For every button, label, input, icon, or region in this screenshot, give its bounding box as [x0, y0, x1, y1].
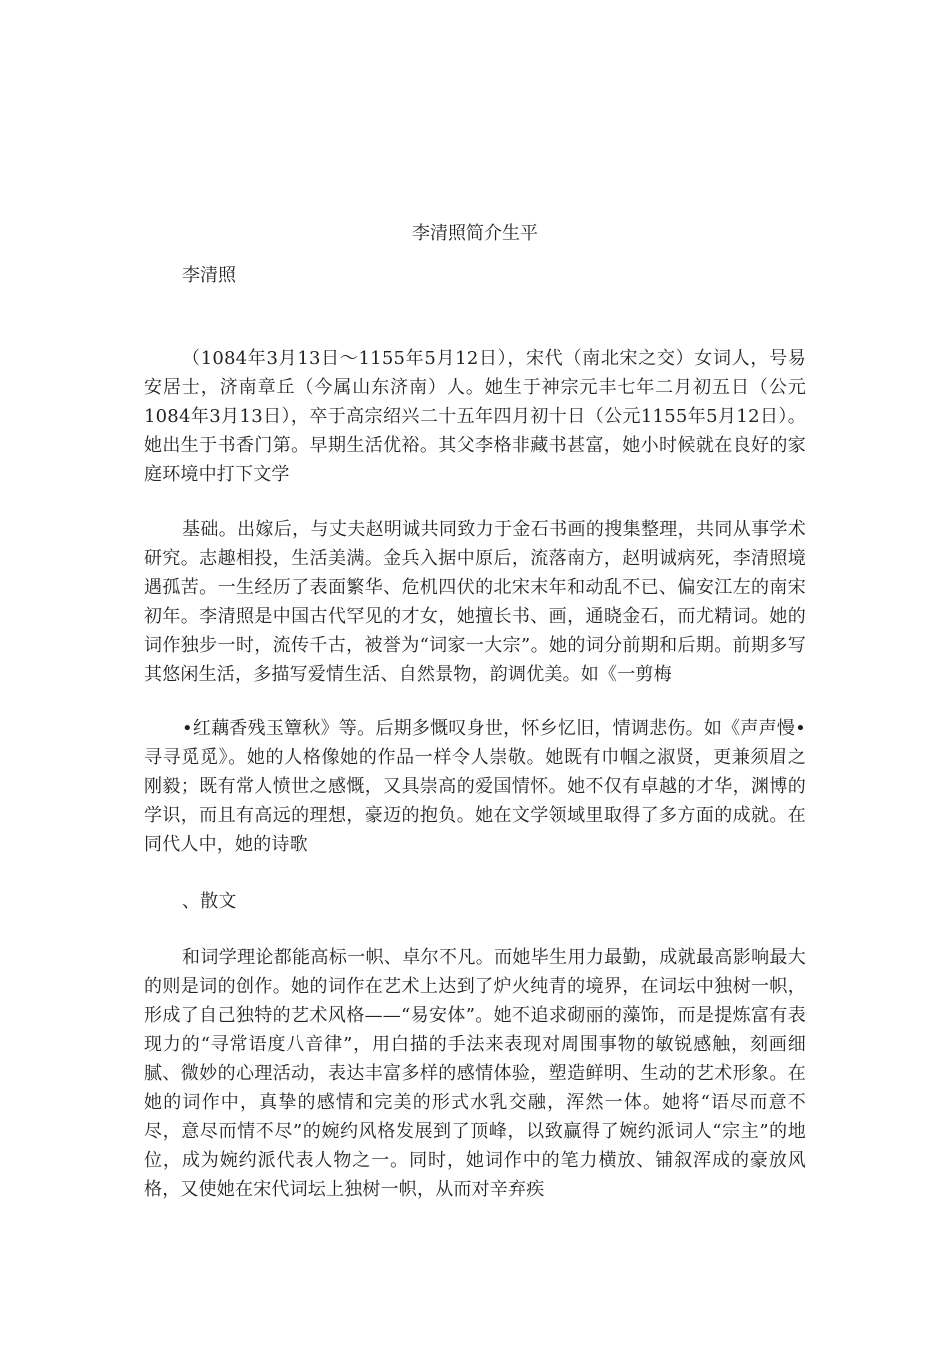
paragraph-5: 和词学理论都能高标一帜、卓尔不凡。而她毕生用力最勤，成就最高影响最大的则是词的创作。她的词作在艺术上达到了炉火纯青的境界，在词坛中独树一帜，形成了自己独特的艺术风格——“易安体”。她不追求砌丽的藻饰，而是提炼富有表现力的“寻常语度八音律”，用白描的手法来表现对周围事物的敏锐感触，刻画细腻、微妙的心理活动，表达丰富多样的感情体验，塑造鲜明、生动的艺术形象。在她的词作中，真挚的感情和完美的形式水乳交融，浑然一体。她将“语尽而意不尽，意尽而情不尽”的婉约风格发展到了顶峰，以致赢得了婉约派词人“宗主”的地位，成为婉约派代表人物之一。同时，她词作中的笔力横放、铺叙浑成的豪放风格，又使她在宋代词坛上独树一帜，从而对辛弃疾 — [144, 947, 806, 1200]
paragraph-2: 基础。出嫁后，与丈夫赵明诚共同致力于金石书画的搜集整理，共同从事学术研究。志趣相投，生活美满。金兵入据中原后，流落南方，赵明诚病死，李清照境遇孤苦。一生经历了表面繁华、危机四伏的北宋末年和动乱不已、偏安江左的南宋初年。李清照是中国古代罕见的才女，她擅长书、画，通晓金石，而尤精词。她的词作独步一时，流传千古，被誉为“词家一大宗”。她的词分前期和后期。前期多写其悠闲生活，多描写爱情生活、自然景物，韵调优美。如《一剪梅 — [144, 519, 806, 685]
page-title: 李清照简介生平 — [412, 223, 538, 244]
paragraph-3: •红藕香残玉簟秋》等。后期多慨叹身世，怀乡忆旧，情调悲伤。如《声声慢•寻寻觅觅》。她的人格像她的作品一样令人崇敬。她既有巾帼之淑贤，更兼须眉之刚毅；既有常人愤世之感慨，又具崇高的爱国情怀。她不仅有卓越的才华，渊博的学识，而且有高远的理想，豪迈的抱负。她在文学领域里取得了多方面的成就。在同代人中，她的诗歌 — [144, 718, 806, 855]
author-name: 李清照 — [182, 265, 236, 286]
paragraph-4: 、散文 — [182, 891, 237, 912]
paragraph-1: （1084年3月13日～1155年5月12日），宋代（南北宋之交）女词人，号易安居士，济南章丘（今属山东济南）人。她生于神宗元丰七年二月初五日（公元1084年3月13日），卒于高宗绍兴二十五年四月初十日（公元1155年5月12日）。她出生于书香门第。早期生活优裕。其父李格非藏书甚富，她小时候就在良好的家庭环境中打下文学 — [144, 348, 806, 485]
